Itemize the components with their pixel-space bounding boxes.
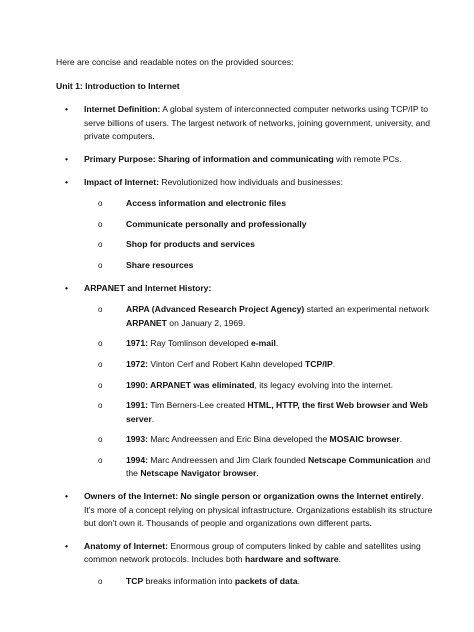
sub-list-item — [84, 303, 434, 330]
history-bold: TCP/IP — [305, 358, 333, 369]
history-bold: 1993: — [126, 434, 148, 445]
item-text: . — [338, 554, 341, 565]
item-text: A global system of interconnected computer networks using TCP/IP to serve billions of users. The largest network of networks, joining government, university, and private computers. — [84, 104, 430, 142]
sub-list-item — [84, 358, 434, 372]
history-text: started an experimental network — [304, 304, 429, 315]
circle-bullet-icon: o — [98, 305, 103, 315]
item-text: . It's more of a concept relying on physical infrastructure. Organizations establish its structure but don't own it. Thousands of people and organizations own different parts. — [84, 491, 433, 529]
history-bold: HTML, HTTP, the first Web browser and Web server — [126, 400, 428, 424]
sub-list-item — [84, 218, 434, 232]
item-text: Revolutionized how individuals and businesses: — [158, 176, 343, 187]
circle-bullet-icon: o — [98, 455, 103, 465]
sub-list-item — [84, 238, 434, 252]
item-heading: Primary Purpose: Sharing of information and communicating — [84, 153, 334, 164]
sub-list-item — [84, 454, 434, 481]
list-item — [56, 153, 434, 167]
sub-item-text: Communicate personally and professionally — [126, 218, 307, 229]
list-item — [56, 540, 434, 589]
history-bold: 1990: ARPANET was eliminated — [126, 379, 255, 390]
sub-list-item — [84, 399, 434, 426]
history-text: Marc Andreessen and Jim Clark founded — [147, 454, 309, 465]
list-item — [56, 282, 434, 482]
item-heading: Impact of Internet: — [84, 176, 159, 187]
sub-item-text: Access information and electronic files — [126, 198, 286, 209]
item-heading: Owners of the Internet: No single person or organization owns the Internet entirely — [84, 491, 422, 502]
item-heading: Anatomy of Internet: — [84, 540, 169, 551]
history-text: Vinton Cerf and Robert Kahn developed — [147, 358, 306, 369]
history-bold: e-mail — [251, 338, 276, 349]
list-item — [56, 103, 434, 144]
history-bold: 1991: — [126, 400, 148, 411]
intro-text: Here are concise and readable notes on the provided sources: — [56, 57, 294, 67]
circle-bullet-icon: o — [98, 380, 103, 390]
anatomy-bold: packets of data — [234, 576, 298, 587]
bullet-icon: • — [65, 282, 69, 293]
sub-list-item — [84, 197, 434, 211]
circle-bullet-icon: o — [98, 260, 103, 270]
list-item — [56, 176, 434, 273]
history-bold: ARPANET — [126, 317, 167, 328]
item-heading: Internet Definition: — [84, 104, 161, 115]
history-text: , its legacy evolving into the internet. — [254, 379, 394, 390]
unit-heading: Unit 1: Introduction to Internet — [56, 80, 180, 91]
history-text: and the — [126, 454, 431, 479]
circle-bullet-icon: o — [98, 401, 103, 411]
history-bold: MOSAIC browser — [329, 434, 400, 445]
anatomy-text: breaks information into — [143, 576, 235, 587]
history-text: . — [275, 338, 279, 349]
bullet-icon: • — [65, 153, 69, 164]
history-text: . — [151, 413, 155, 424]
history-text: . — [399, 434, 403, 445]
sub-list-item — [84, 575, 434, 589]
history-bold: Netscape Communication — [308, 454, 414, 465]
history-bold: 1972: — [126, 358, 148, 369]
anatomy-bold: TCP — [126, 576, 144, 587]
sub-item-text: Share resources — [126, 259, 194, 270]
item-text: Enormous group of computers linked by cable and satellites using common network protocols. Includes both — [84, 540, 421, 565]
circle-bullet-icon: o — [98, 339, 103, 349]
history-text: Marc Andreessen and Eric Bina developed the — [147, 434, 330, 445]
circle-bullet-icon: o — [98, 577, 103, 587]
history-text: on January 2, 1969. — [166, 317, 246, 328]
item-text: with remote PCs. — [333, 153, 402, 164]
history-bold: Netscape Navigator browser — [140, 468, 257, 479]
history-text: . — [332, 358, 336, 369]
history-bold: 1994: — [126, 454, 148, 465]
anatomy-text: . — [297, 576, 300, 587]
item-heading: ARPANET and Internet History: — [84, 282, 212, 293]
sub-list-item — [84, 433, 434, 447]
history-text: . — [256, 468, 259, 479]
history-text: Tim Berners-Lee created — [147, 400, 248, 411]
bullet-icon: • — [65, 176, 69, 187]
sub-list-item — [84, 379, 434, 393]
list-item — [56, 490, 434, 531]
history-bold: ARPA (Advanced Research Project Agency) — [126, 304, 305, 315]
history-text: Ray Tomlinson developed — [147, 338, 252, 349]
circle-bullet-icon: o — [98, 199, 103, 209]
circle-bullet-icon: o — [98, 240, 103, 250]
notes-list — [56, 103, 434, 588]
sub-item-text: Shop for products and services — [126, 239, 255, 250]
circle-bullet-icon: o — [98, 219, 103, 229]
bullet-icon: • — [65, 540, 69, 551]
item-heading: hardware and software — [244, 554, 339, 565]
sub-list-item — [84, 259, 434, 273]
impact-sublist — [84, 197, 434, 272]
bullet-icon: • — [65, 104, 69, 115]
history-bold: 1971: — [126, 338, 148, 349]
sub-list-item — [84, 337, 434, 351]
history-sublist — [84, 303, 434, 481]
anatomy-sublist — [84, 575, 434, 589]
circle-bullet-icon: o — [98, 359, 103, 369]
circle-bullet-icon: o — [98, 435, 103, 445]
bullet-icon: • — [65, 491, 69, 502]
